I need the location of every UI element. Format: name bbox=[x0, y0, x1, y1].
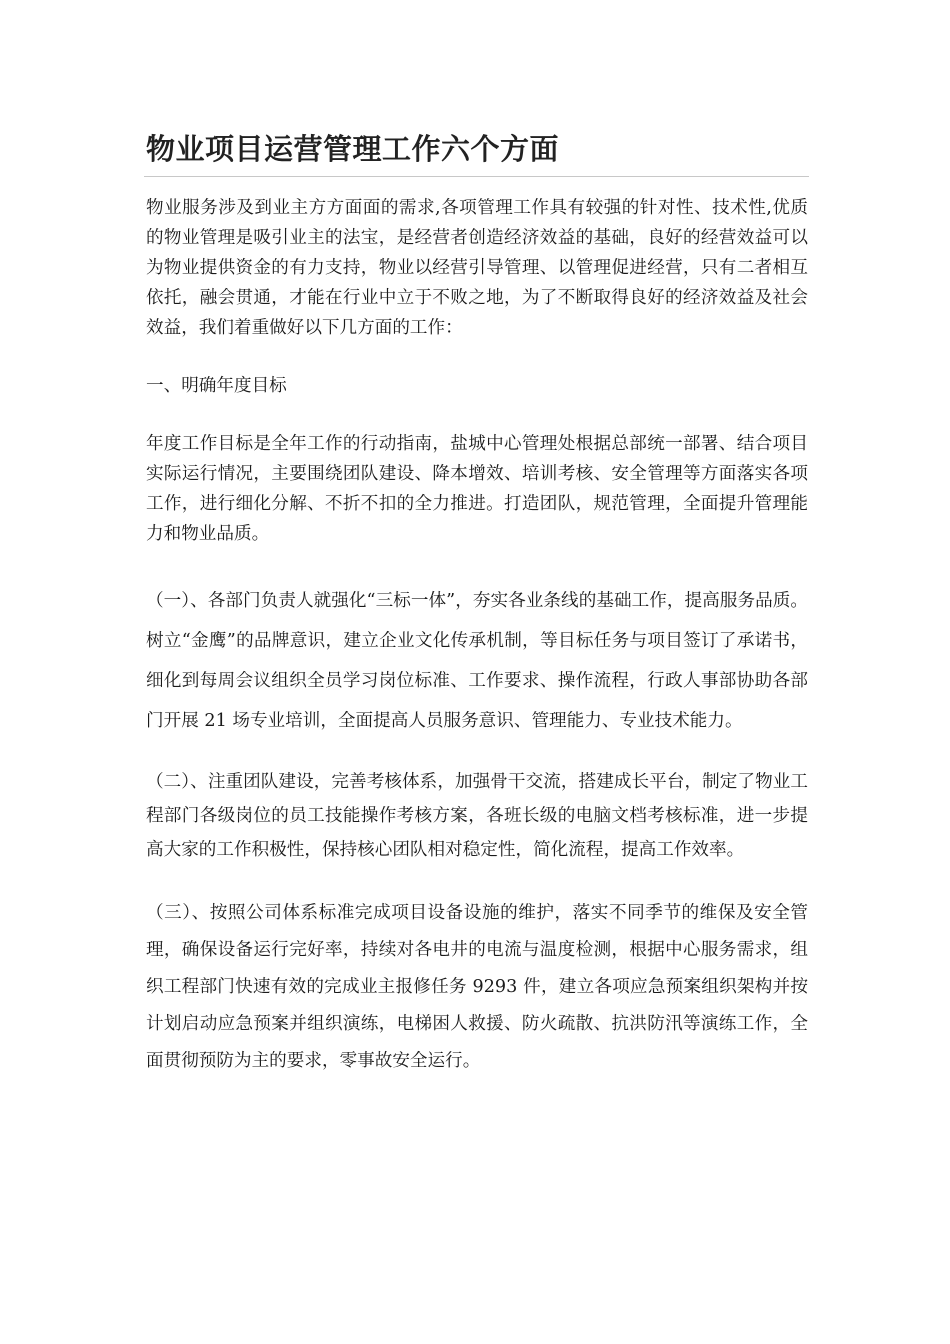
document-title: 物业项目运营管理工作六个方面 bbox=[146, 132, 560, 167]
section-heading: 一、明确年度目标 bbox=[146, 376, 287, 396]
item-paragraph-2: （二）、注重团队建设，完善考核体系，加强骨干交流，搭建成长平台，制定了物业工程部门各级岗位的员工技能操作考核方案，各班长级的电脑文档考核标准，进一步提高大家的工作积极性，保持核心团队相对稳定性，简化流程，提高工作效率。 bbox=[146, 772, 808, 860]
item-paragraph-1: （一）、各部门负责人就强化“三标一体”，夯实各业条线的基础工作，提高服务品质。树立“金鹰”的品牌意识，建立企业文化传承机制，等目标任务与项目签订了承诺书，细化到每周会议组织全员学习岗位标准、工作要求、操作流程，行政人事部协助各部门开展 21 场专业培训，全面提高人员服务意识、管理能力、专业技术能力。 bbox=[146, 591, 808, 731]
item-paragraph-3: （三）、按照公司体系标准完成项目设备设施的维护，落实不同季节的维保及安全管理，确保设备运行完好率，持续对各电井的电流与温度检测，根据中心服务需求，组织工程部门快速有效的完成业主报修任务 9293 件，建立各项应急预案组织架构并按计划启动应急预案并组织演练，电梯困人救援、防火疏散、抗洪防汛等演练工作，全面贯彻预防为主的要求，零事故安全运行。 bbox=[146, 903, 808, 1071]
section-body-paragraph: 年度工作目标是全年工作的行动指南，盐城中心管理处根据总部统一部署、结合项目实际运行情况，主要围绕团队建设、降本增效、培训考核、安全管理等方面落实各项工作，进行细化分解、不折不扣的全力推进。打造团队，规范管理，全面提升管理能力和物业品质。 bbox=[146, 434, 808, 544]
intro-paragraph: 物业服务涉及到业主方方面面的需求,各项管理工作具有较强的针对性、技术性,优质的物业管理是吸引业主的法宝，是经营者创造经济效益的基础，良好的经营效益可以为物业提供资金的有力支持，物业以经营引导管理、以管理促进经营，只有二者相互依托，融会贯通，才能在行业中立于不败之地，为了不断取得良好的经济效益及社会效益，我们着重做好以下几方面的工作： bbox=[146, 198, 808, 338]
document-body bbox=[146, 193, 808, 1080]
title-divider bbox=[144, 176, 809, 177]
